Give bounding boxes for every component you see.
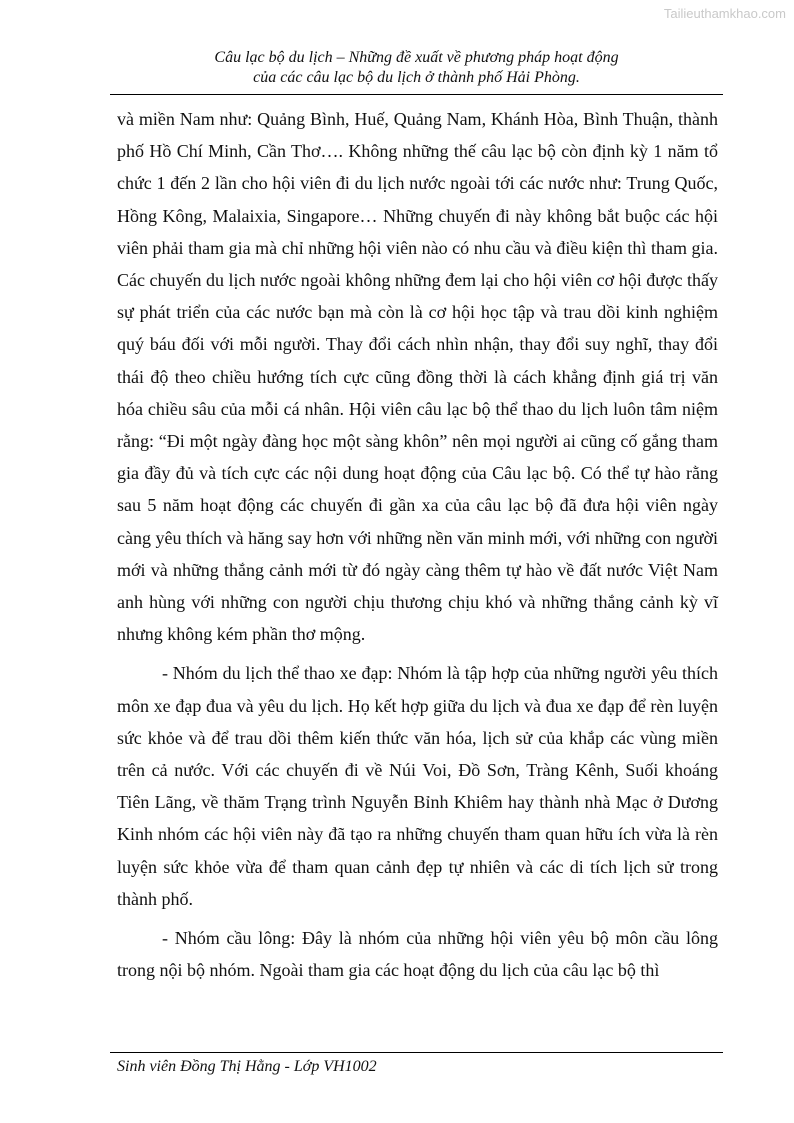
footer-divider [110, 1052, 723, 1053]
header-line-2: của các câu lạc bộ du lịch ở thành phố Hải Phòng. [253, 69, 580, 86]
document-body [117, 103, 718, 986]
header-divider [110, 94, 723, 95]
page-header [110, 48, 723, 88]
header-line-1: Câu lạc bộ du lịch – Những đề xuất về phương pháp hoạt động [214, 49, 619, 66]
watermark-text: Tailieuthamkhao.com [663, 6, 786, 21]
page-footer: Sinh viên Đồng Thị Hằng - Lớp VH1002 [117, 1058, 377, 1075]
paragraph-badminton-group: - Nhóm cầu lông: Đây là nhóm của những hội viên yêu bộ môn cầu lông trong nội bộ nhóm. Ngoài tham gia các hoạt động du lịch của câu lạc bộ thì [117, 928, 718, 981]
paragraph-cycling-group: - Nhóm du lịch thể thao xe đạp: Nhóm là tập hợp của những người yêu thích môn xe đạp đua và yêu du lịch. Họ kết hợp giữa du lịch và đua xe đạp để rèn luyện sức khỏe và để trau dồi thêm kiến thức văn hóa, lịch sử của khắp các vùng miền trên cả nước. Với các chuyến đi về Núi Voi, Đồ Sơn, Tràng Kênh, Suối khoáng Tiên Lãng, về thăm Trạng trình Nguyễn Bỉnh Khiêm hay thành nhà Mạc ở Dương Kinh nhóm các hội viên này đã tạo ra những chuyến tham quan hữu ích vừa là rèn luyện sức khỏe vừa để tham quan cảnh đẹp tự nhiên và các di tích lịch sử trong thành phố. [117, 663, 718, 909]
paragraph-continuation: và miền Nam như: Quảng Bình, Huế, Quảng Nam, Khánh Hòa, Bình Thuận, thành phố Hồ Chí Minh, Cần Thơ…. Không những thế câu lạc bộ còn định kỳ 1 năm tổ chức 1 đến 2 lần cho hội viên đi du lịch nước ngoài tới các nước như: Trung Quốc, Hồng Kông, Malaixia, Singapore… Những chuyến đi này không bắt buộc các hội viên phải tham gia mà chỉ những hội viên nào có nhu cầu và điều kiện thì tham gia. Các chuyến du lịch nước ngoài không những đem lại cho hội viên cơ hội được thấy sự phát triển của các nước bạn mà còn là cơ hội học tập và trau dồi kinh nghiệm quý báu đối với mỗi người. Thay đổi cách nhìn nhận, thay đổi suy nghĩ, thay đổi thái độ theo chiều hướng tích cực cũng đồng thời là cách khẳng định giá trị văn hóa chiều sâu của mỗi cá nhân. Hội viên câu lạc bộ thể thao du lịch luôn tâm niệm rằng: “Đi một ngày đàng học một sàng khôn” nên mọi người ai cũng cố gắng tham gia đầy đủ và tích cực các nội dung hoạt động của Câu lạc bộ. Có thể tự hào rằng sau 5 năm hoạt động các chuyến đi gần xa của câu lạc bộ đã đưa hội viên ngày càng yêu thích và hăng say hơn với những nền văn minh mới, với những con người mới và những thắng cảnh mới từ đó ngày càng thêm tự hào về đất nước Việt Nam anh hùng với những con người chịu thương chịu khó và những thắng cảnh kỳ vĩ nhưng không kém phần thơ mộng. [117, 109, 718, 645]
